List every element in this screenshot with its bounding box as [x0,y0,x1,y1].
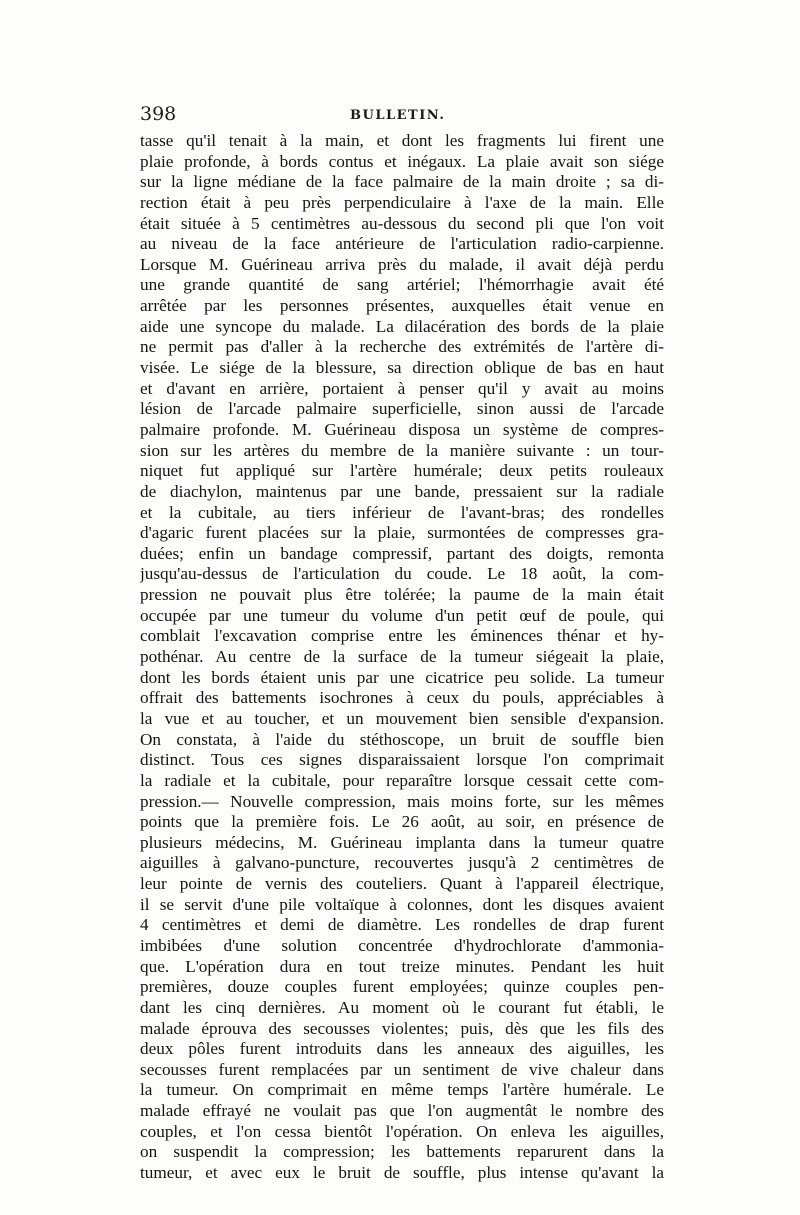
text-line: on suspendit la compression; les battements reparurent dans la [140,1142,664,1162]
text-line: 4 centimètres et demi de diamètre. Les rondelles de drap furent [140,915,664,935]
text-line: deux pôles furent introduits dans les anneaux des aiguilles, les [140,1039,664,1059]
text-line: et la cubitale, au tiers inférieur de l'avant-bras; des rondelles [140,502,664,522]
text-line: rection était à peu près perpendiculaire à l'axe de la main. Elle [140,192,664,212]
text-line: sion sur les artères du membre de la manière suivante : un tour- [140,440,664,460]
text-line: sur la ligne médiane de la face palmaire de la main droite ; sa di- [140,172,664,192]
text-line: pothénar. Au centre de la surface de la tumeur siégeait la plaie, [140,647,664,667]
text-line: offrait des battements isochrones à ceux du pouls, appréciables à [140,688,664,708]
text-line: points que la première fois. Le 26 août, au soir, en présence de [140,812,664,832]
text-line: malade effrayé ne voulait pas que l'on augmentât le nombre des [140,1101,664,1121]
text-line: plaie profonde, à bords contus et inégaux. La plaie avait son siége [140,151,664,171]
text-line: plusieurs médecins, M. Guérineau implanta dans la tumeur quatre [140,832,664,852]
page-header [140,103,664,129]
text-line: une grande quantité de sang artériel; l'hémorrhagie avait été [140,275,664,295]
text-line: comblait l'excavation comprise entre les éminences thénar et hy- [140,626,664,646]
text-line: arrêtée par les personnes présentes, auxquelles était venue en [140,296,664,316]
text-line: de diachylon, maintenus par une bande, pressaient sur la radiale [140,481,664,501]
text-line: la radiale et la cubitale, pour reparaître lorsque cessait cette com- [140,770,664,790]
text-line: imbibées d'une solution concentrée d'hydrochlorate d'ammonia- [140,935,664,955]
text-line: niquet fut appliqué sur l'artère humérale; deux petits rouleaux [140,461,664,481]
text-line: dant les cinq dernières. Au moment où le courant fut établi, le [140,997,664,1017]
text-line: malade éprouva des secousses violentes; puis, dès que les fils des [140,1018,664,1038]
text-line: couples, et l'on cessa bientôt l'opération. On enleva les aiguilles, [140,1121,664,1141]
text-line: était située à 5 centimètres au-dessous du second pli que l'on voit [140,213,664,233]
text-line: ne permit pas d'aller à la recherche des extrémités de l'artère di- [140,337,664,357]
text-line: la vue et au toucher, et un mouvement bien sensible d'expansion. [140,708,664,728]
text-line: tasse qu'il tenait à la main, et dont les fragments lui firent une [140,131,664,150]
body-text [140,131,664,1184]
text-line: tumeur, et avec eux le bruit de souffle, plus intense qu'avant la [140,1163,664,1183]
text-line: et d'avant en arrière, portaient à penser qu'il y avait au moins [140,378,664,398]
text-line: On constata, à l'aide du stéthoscope, un bruit de souffle bien [140,729,664,749]
text-line: lésion de l'arcade palmaire superficielle, sinon aussi de l'arcade [140,399,664,419]
text-line: aide une syncope du malade. La dilacération des bords de la plaie [140,316,664,336]
text-line: pression ne pouvait plus être tolérée; la paume de la main était [140,585,664,605]
text-line: duées; enfin un bandage compressif, partant des doigts, remonta [140,543,664,563]
text-line: au niveau de la face antérieure de l'articulation radio-carpienne. [140,234,664,254]
text-line: il se servit d'une pile voltaïque à colonnes, dont les disques avaient [140,894,664,914]
text-line: Lorsque M. Guérineau arriva près du malade, il avait déjà perdu [140,254,664,274]
running-head: BULLETIN. [350,108,446,123]
text-line: jusqu'au-dessus de l'articulation du coude. Le 18 août, la com- [140,564,664,584]
text-line: que. L'opération dura en tout treize minutes. Pendant les huit [140,956,664,976]
text-line: pression.— Nouvelle compression, mais moins forte, sur les mêmes [140,791,664,811]
text-line: leur pointe de vernis des couteliers. Quant à l'appareil électrique, [140,874,664,894]
text-line: dont les bords étaient unis par une cicatrice peu solide. La tumeur [140,667,664,687]
page-number: 398 [140,103,177,125]
text-line: distinct. Tous ces signes disparaissaient lorsque l'on comprimait [140,750,664,770]
text-line: secousses furent remplacées par un sentiment de vive chaleur dans [140,1059,664,1079]
text-line: palmaire profonde. M. Guérineau disposa un système de compres- [140,419,664,439]
text-line: d'agaric furent placées sur la plaie, surmontées de compresses gra- [140,523,664,543]
text-line: aiguilles à galvano-puncture, recouvertes jusqu'à 2 centimètres de [140,853,664,873]
text-line: visée. Le siége de la blessure, sa direction oblique de bas en haut [140,358,664,378]
text-line: premières, douze couples furent employées; quinze couples pen- [140,977,664,997]
text-line: la tumeur. On comprimait en même temps l'artère humérale. Le [140,1080,664,1100]
text-line: occupée par une tumeur du volume d'un petit œuf de poule, qui [140,605,664,625]
